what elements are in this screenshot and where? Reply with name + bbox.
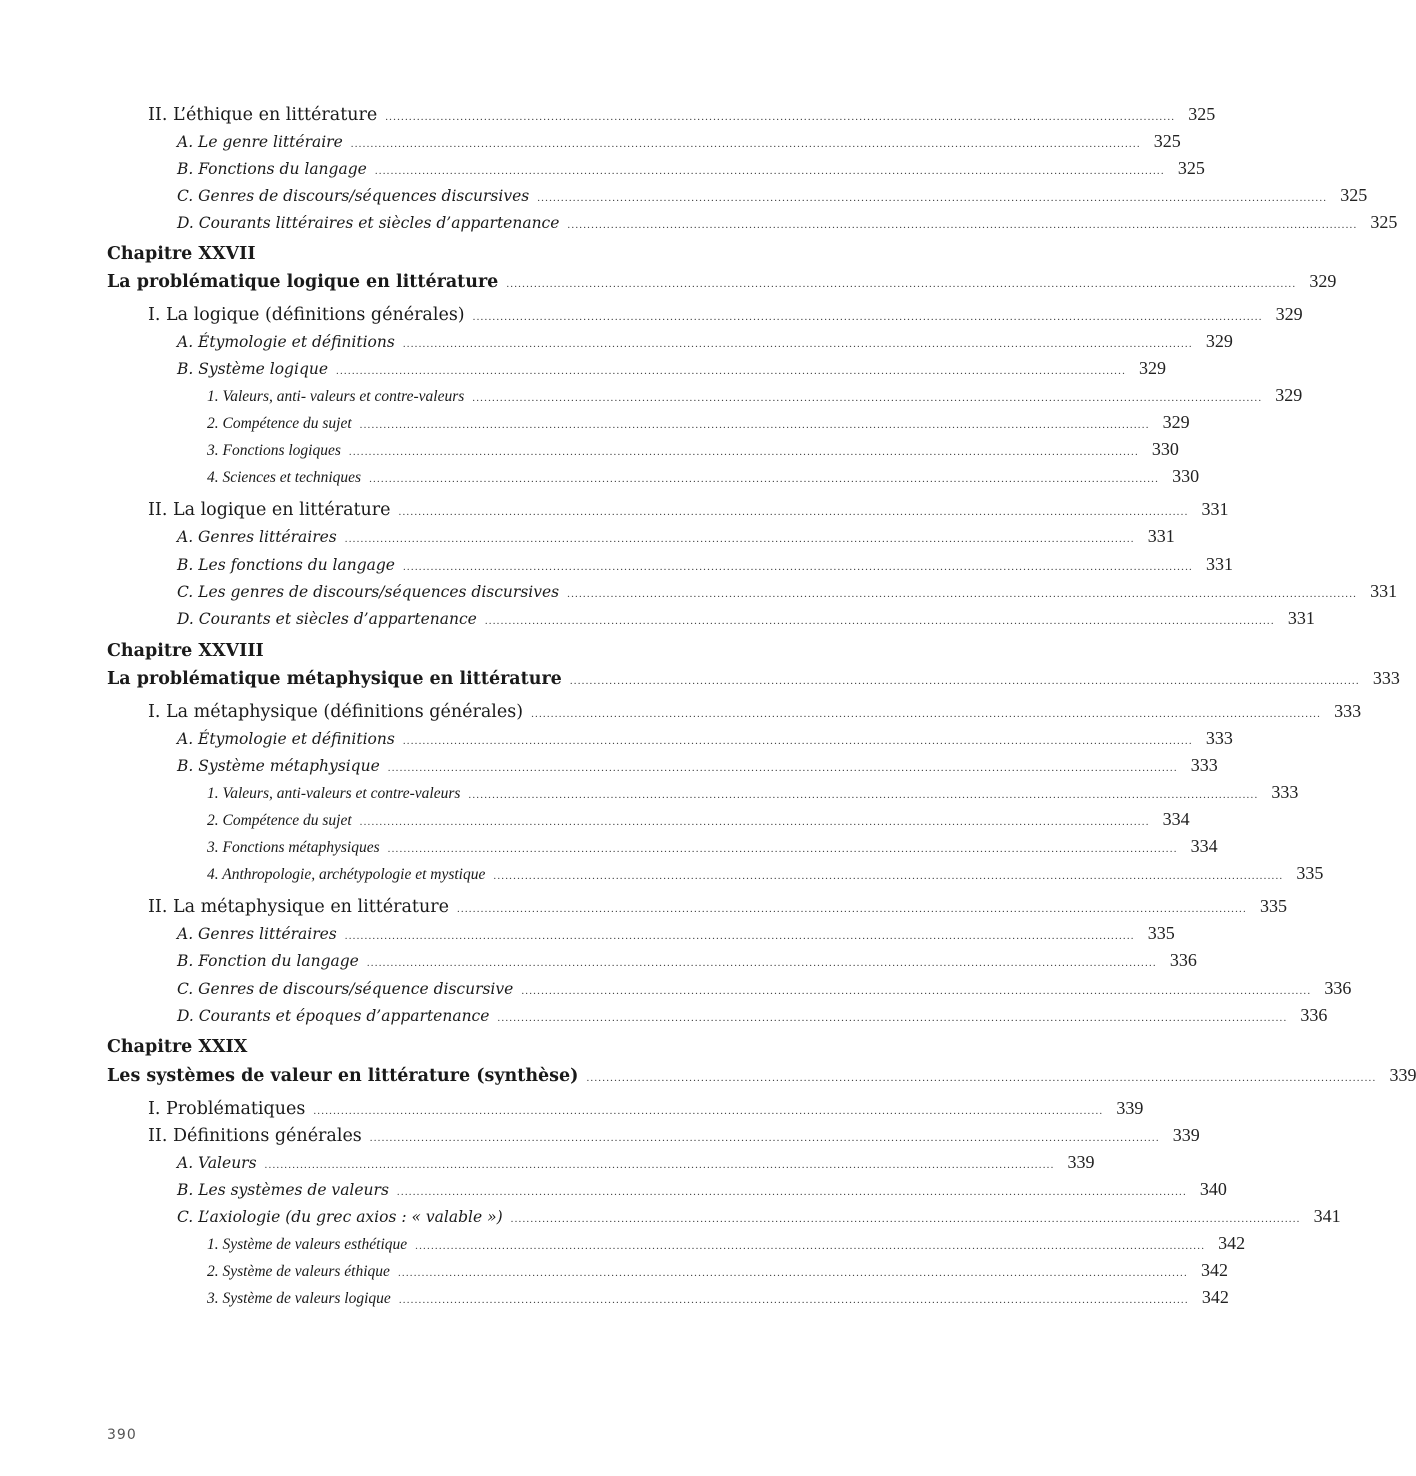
toc-entry-label: La problématique métaphysique en littérature bbox=[107, 669, 562, 689]
dot-leader: ........................................................................................................................................................................................................ bbox=[398, 1294, 1189, 1306]
chapter-heading: Chapitre XXVII bbox=[107, 244, 256, 264]
toc-entry-label: 3. Fonctions métaphysiques bbox=[207, 839, 380, 856]
toc-entry-label: D. Courants et époques d’appartenance bbox=[177, 1007, 490, 1025]
toc-entry-page: 335 bbox=[1259, 896, 1287, 916]
dot-leader: ........................................................................................................................................................................................................ bbox=[402, 561, 1193, 573]
chapter-title-entry[interactable] bbox=[107, 668, 1400, 692]
dot-leader: ........................................................................................................................................................................................................ bbox=[402, 735, 1193, 747]
toc-entry-page: 333 bbox=[1190, 755, 1218, 775]
dot-leader: ........................................................................................................................................................................................................ bbox=[336, 365, 1127, 377]
toc-entry-page: 336 bbox=[1300, 1005, 1328, 1025]
toc-entry-page: 331 bbox=[1201, 499, 1229, 519]
toc-entry[interactable] bbox=[177, 1152, 1095, 1176]
toc-entry-label: A. Genres littéraires bbox=[177, 925, 337, 943]
toc-entry[interactable] bbox=[207, 439, 1179, 463]
toc-entry-label: B. Les fonctions du langage bbox=[177, 556, 395, 574]
toc-entry-page: 335 bbox=[1296, 863, 1324, 883]
toc-entry-label: Les systèmes de valeur en littérature (synthèse) bbox=[107, 1066, 579, 1086]
toc-entry-page: 339 bbox=[1389, 1065, 1416, 1085]
toc-entry[interactable] bbox=[207, 412, 1190, 436]
dot-leader: ........................................................................................................................................................................................................ bbox=[359, 419, 1150, 431]
toc-entry-page: 340 bbox=[1199, 1179, 1227, 1199]
toc-entry-page: 329 bbox=[1205, 331, 1233, 351]
dot-leader: ........................................................................................................................................................................................................ bbox=[472, 311, 1263, 323]
toc-entry-label: II. La métaphysique en littérature bbox=[148, 897, 449, 917]
toc-entry-page: 325 bbox=[1340, 185, 1368, 205]
toc-entry-page: 342 bbox=[1200, 1260, 1228, 1280]
toc-entry-page: 342 bbox=[1201, 1287, 1229, 1307]
dot-leader: ........................................................................................................................................................................................................ bbox=[567, 588, 1358, 600]
toc-entry-page: 334 bbox=[1162, 809, 1190, 829]
toc-entry-label: A. Genres littéraires bbox=[177, 528, 337, 546]
toc-entry-label: 2. Compétence du sujet bbox=[207, 415, 352, 432]
toc-entry-label: La problématique logique en littérature bbox=[107, 272, 499, 292]
toc-entry[interactable] bbox=[177, 1179, 1227, 1203]
toc-entry[interactable] bbox=[148, 1125, 1200, 1149]
toc-entry-label: 4. Sciences et techniques bbox=[207, 469, 362, 486]
dot-leader: ........................................................................................................................................................................................................ bbox=[521, 985, 1312, 997]
toc-entry-label: B. Système logique bbox=[177, 360, 329, 378]
toc-entry-label: C. Les genres de discours/séquences discursives bbox=[177, 583, 560, 601]
toc-entry-label: B. Fonctions du langage bbox=[177, 160, 367, 178]
toc-entry[interactable] bbox=[148, 499, 1229, 523]
toc-entry-page: 339 bbox=[1172, 1125, 1200, 1145]
toc-entry[interactable] bbox=[177, 526, 1175, 550]
toc-entry[interactable] bbox=[148, 104, 1216, 128]
toc-entry[interactable] bbox=[207, 836, 1218, 860]
toc-entry-label: A. Étymologie et définitions bbox=[177, 333, 395, 351]
toc-entry-page: 325 bbox=[1153, 131, 1181, 151]
toc-entry-label: 3. Fonctions logiques bbox=[207, 442, 341, 459]
toc-entry-label: B. Système métaphysique bbox=[177, 757, 380, 775]
toc-entry[interactable] bbox=[148, 701, 1362, 725]
toc-entry-page: 329 bbox=[1162, 412, 1190, 432]
toc-entry[interactable] bbox=[177, 358, 1167, 382]
toc-entry-label: I. Problématiques bbox=[148, 1099, 306, 1119]
toc-entry[interactable] bbox=[177, 1005, 1328, 1029]
toc-entry-page: 335 bbox=[1147, 923, 1175, 943]
toc-entry[interactable] bbox=[177, 212, 1398, 236]
toc-entry[interactable] bbox=[148, 896, 1287, 920]
toc-entry[interactable] bbox=[207, 385, 1303, 409]
dot-leader: ........................................................................................................................................................................................................ bbox=[359, 816, 1150, 828]
chapter-title-entry[interactable] bbox=[107, 1065, 1416, 1089]
toc-entry-label: I. La métaphysique (définitions générales) bbox=[148, 702, 524, 722]
toc-entry-label: A. Valeurs bbox=[177, 1154, 257, 1172]
dot-leader: ........................................................................................................................................................................................................ bbox=[366, 957, 1157, 969]
toc-entry-label: 1. Valeurs, anti-valeurs et contre-valeurs bbox=[207, 785, 461, 802]
toc-entry-label: 3. Système de valeurs logique bbox=[207, 1290, 391, 1307]
toc-entry[interactable] bbox=[177, 581, 1398, 605]
dot-leader: ........................................................................................................................................................................................................ bbox=[510, 1213, 1301, 1225]
toc-entry[interactable] bbox=[177, 608, 1315, 632]
dot-leader: ........................................................................................................................................................................................................ bbox=[537, 192, 1328, 204]
dot-leader: ........................................................................................................................................................................................................ bbox=[369, 1132, 1160, 1144]
toc-entry-label: 2. Système de valeurs éthique bbox=[207, 1263, 390, 1280]
dot-leader: ........................................................................................................................................................................................................ bbox=[456, 903, 1247, 915]
dot-leader: ........................................................................................................................................................................................................ bbox=[348, 446, 1139, 458]
toc-entry-label: 1. Valeurs, anti- valeurs et contre-valeurs bbox=[207, 388, 465, 405]
dot-leader: ........................................................................................................................................................................................................ bbox=[374, 165, 1165, 177]
toc-entry[interactable] bbox=[148, 1098, 1144, 1122]
toc-entry-label: D. Courants et siècles d’appartenance bbox=[177, 610, 477, 628]
toc-entry-label: II. La logique en littérature bbox=[148, 500, 391, 520]
chapter-heading: Chapitre XXIX bbox=[107, 1037, 248, 1057]
toc-entry[interactable] bbox=[207, 863, 1324, 887]
dot-leader: ........................................................................................................................................................................................................ bbox=[387, 762, 1178, 774]
toc-entry[interactable] bbox=[177, 950, 1197, 974]
dot-leader: ........................................................................................................................................................................................................ bbox=[493, 870, 1284, 882]
dot-leader: ........................................................................................................................................................................................................ bbox=[586, 1072, 1377, 1084]
page-number: 390 bbox=[107, 1427, 137, 1443]
toc-entry-page: 329 bbox=[1309, 271, 1337, 291]
dot-leader: ........................................................................................................................................................................................................ bbox=[506, 278, 1297, 290]
toc-entry-page: 331 bbox=[1370, 581, 1398, 601]
toc-entry[interactable] bbox=[207, 1260, 1228, 1284]
toc-entry-page: 331 bbox=[1147, 526, 1175, 546]
toc-entry-label: D. Courants littéraires et siècles d’appartenance bbox=[177, 214, 560, 232]
toc-entry-label: B. Fonction du langage bbox=[177, 952, 359, 970]
dot-leader: ........................................................................................................................................................................................................ bbox=[397, 1267, 1188, 1279]
toc-entry-label: 4. Anthropologie, archétypologie et mystique bbox=[207, 866, 486, 883]
toc-entry-label: I. La logique (définitions générales) bbox=[148, 305, 465, 325]
toc-entry-label: II. L’éthique en littérature bbox=[148, 105, 378, 125]
toc-entry[interactable] bbox=[207, 809, 1190, 833]
toc-entry-page: 333 bbox=[1372, 668, 1400, 688]
toc-entry[interactable] bbox=[207, 1233, 1246, 1257]
toc-entry-page: 325 bbox=[1370, 212, 1398, 232]
toc-entry[interactable] bbox=[207, 782, 1299, 806]
toc-entry[interactable] bbox=[207, 466, 1200, 490]
dot-leader: ........................................................................................................................................................................................................ bbox=[567, 219, 1358, 231]
toc-entry[interactable] bbox=[177, 331, 1233, 355]
toc-entry-label: C. L’axiologie (du grec axios : « valable ») bbox=[177, 1208, 503, 1226]
toc-entry-page: 333 bbox=[1334, 701, 1362, 721]
dot-leader: ........................................................................................................................................................................................................ bbox=[402, 338, 1193, 350]
dot-leader: ........................................................................................................................................................................................................ bbox=[497, 1012, 1288, 1024]
dot-leader: ........................................................................................................................................................................................................ bbox=[387, 843, 1178, 855]
toc-entry-page: 334 bbox=[1190, 836, 1218, 856]
chapter-heading: Chapitre XXVIII bbox=[107, 641, 264, 661]
toc-entry[interactable] bbox=[177, 554, 1233, 578]
toc-entry-label: C. Genres de discours/séquence discursive bbox=[177, 980, 514, 998]
toc-entry-page: 342 bbox=[1218, 1233, 1246, 1253]
toc-entry-page: 329 bbox=[1275, 385, 1303, 405]
dot-leader: ........................................................................................................................................................................................................ bbox=[468, 789, 1259, 801]
toc-entry-page: 329 bbox=[1139, 358, 1167, 378]
dot-leader: ........................................................................................................................................................................................................ bbox=[264, 1159, 1055, 1171]
toc-entry[interactable] bbox=[177, 158, 1205, 182]
dot-leader: ........................................................................................................................................................................................................ bbox=[569, 675, 1360, 687]
toc-entry-page: 325 bbox=[1188, 104, 1216, 124]
toc-entry-page: 336 bbox=[1324, 978, 1352, 998]
toc-entry-page: 336 bbox=[1169, 950, 1197, 970]
toc-entry-page: 325 bbox=[1177, 158, 1205, 178]
toc-entry-label: II. Définitions générales bbox=[148, 1126, 362, 1146]
toc-entry[interactable] bbox=[177, 728, 1233, 752]
dot-leader: ........................................................................................................................................................................................................ bbox=[484, 615, 1275, 627]
toc-entry-page: 329 bbox=[1275, 304, 1303, 324]
toc-entry-page: 331 bbox=[1205, 554, 1233, 574]
dot-leader: ........................................................................................................................................................................................................ bbox=[369, 473, 1160, 485]
toc-entry-label: 2. Compétence du sujet bbox=[207, 812, 352, 829]
toc-entry[interactable] bbox=[207, 1287, 1229, 1311]
toc-entry-page: 331 bbox=[1287, 608, 1315, 628]
toc-entry-page: 330 bbox=[1151, 439, 1179, 459]
toc-entry[interactable] bbox=[177, 978, 1352, 1002]
toc-entry[interactable] bbox=[177, 185, 1368, 209]
toc-entry-page: 341 bbox=[1313, 1206, 1341, 1226]
toc-entry[interactable] bbox=[177, 131, 1181, 155]
toc-entry[interactable] bbox=[177, 755, 1218, 779]
dot-leader: ........................................................................................................................................................................................................ bbox=[344, 533, 1135, 545]
toc-entry-label: A. Le genre littéraire bbox=[177, 133, 343, 151]
toc-entry-page: 333 bbox=[1205, 728, 1233, 748]
toc-entry-label: B. Les systèmes de valeurs bbox=[177, 1181, 389, 1199]
toc-entry-page: 339 bbox=[1067, 1152, 1095, 1172]
toc-entry[interactable] bbox=[177, 923, 1175, 947]
dot-leader: ........................................................................................................................................................................................................ bbox=[396, 1186, 1187, 1198]
dot-leader: ........................................................................................................................................................................................................ bbox=[350, 138, 1141, 150]
toc-entry-label: C. Genres de discours/séquences discursives bbox=[177, 187, 530, 205]
toc-entry-page: 330 bbox=[1172, 466, 1200, 486]
toc-entry[interactable] bbox=[148, 304, 1303, 328]
dot-leader: ........................................................................................................................................................................................................ bbox=[398, 506, 1189, 518]
toc-entry-page: 333 bbox=[1271, 782, 1299, 802]
dot-leader: ........................................................................................................................................................................................................ bbox=[415, 1240, 1206, 1252]
dot-leader: ........................................................................................................................................................................................................ bbox=[344, 930, 1135, 942]
dot-leader: ........................................................................................................................................................................................................ bbox=[385, 111, 1176, 123]
toc-entry-page: 339 bbox=[1116, 1098, 1144, 1118]
toc-entry[interactable] bbox=[177, 1206, 1341, 1230]
toc-entry-label: A. Étymologie et définitions bbox=[177, 730, 395, 748]
chapter-title-entry[interactable] bbox=[107, 271, 1337, 295]
toc-entry-label: 1. Système de valeurs esthétique bbox=[207, 1236, 408, 1253]
dot-leader: ........................................................................................................................................................................................................ bbox=[472, 392, 1263, 404]
dot-leader: ........................................................................................................................................................................................................ bbox=[531, 708, 1322, 720]
dot-leader: ........................................................................................................................................................................................................ bbox=[313, 1105, 1104, 1117]
